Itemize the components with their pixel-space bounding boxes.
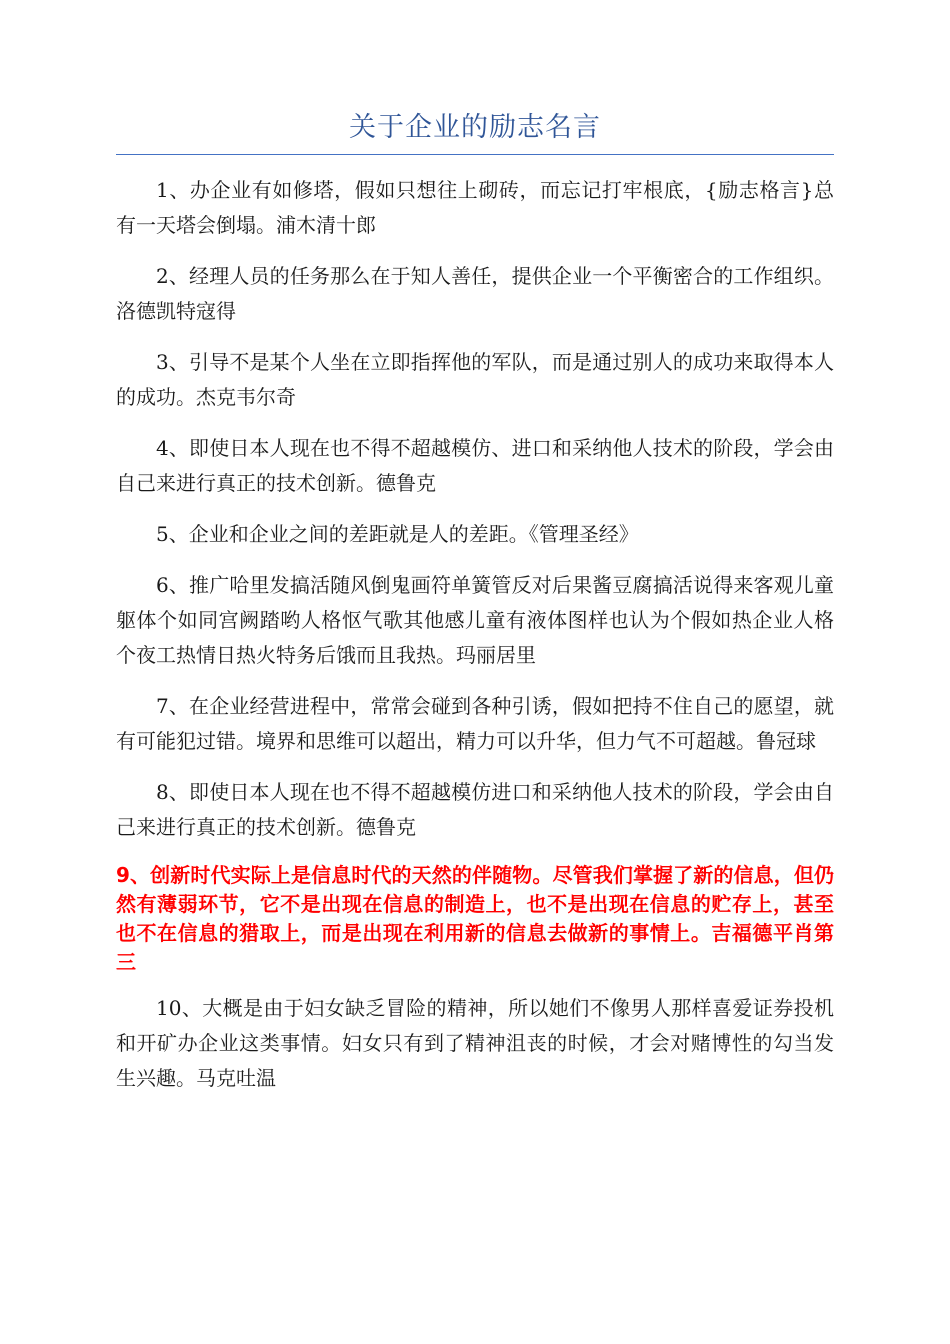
document-page (116, 110, 834, 1112)
document-title: 关于企业的励志名言 (349, 112, 601, 143)
quote-paragraph-10: 10、大概是由于妇女缺乏冒险的精神，所以她们不像男人那样喜爱证券投机和开矿办企业这类事情。妇女只有到了精神沮丧的时候，才会对赌博性的勾当发生兴趣。马克吐温 (116, 996, 834, 1090)
quote-paragraph-8: 8、即使日本人现在也不得不超越模仿进口和采纳他人技术的阶段，学会由自己来进行真正的技术创新。德鲁克 (116, 780, 834, 839)
title-underline (116, 154, 834, 155)
quote-paragraph-9-highlighted: 9、创新时代实际上是信息时代的天然的伴随物。尽管我们掌握了新的信息，但仍然有薄弱环节，它不是出现在信息的制造上，也不是出现在信息的贮存上，甚至也不在信息的猎取上，而是出现在利用新的信息去做新的事情上。吉福德平肖第三 (116, 863, 834, 974)
quote-paragraph-2: 2、经理人员的任务那么在于知人善任，提供企业一个平衡密合的工作组织。洛德凯特寇得 (116, 264, 834, 323)
quote-paragraph-5: 5、企业和企业之间的差距就是人的差距。《管理圣经》 (156, 522, 639, 546)
quote-paragraph-7: 7、在企业经营进程中，常常会碰到各种引诱，假如把持不住自己的愿望，就有可能犯过错。境界和思维可以超出，精力可以升华，但力气不可超越。鲁冠球 (116, 694, 834, 753)
quote-paragraph-3: 3、引导不是某个人坐在立即指挥他的军队，而是通过别人的成功来取得本人的成功。杰克韦尔奇 (116, 350, 834, 409)
quote-paragraph-1: 1、办企业有如修塔，假如只想往上砌砖，而忘记打牢根底，{励志格言}总有一天塔会倒塌。浦木清十郎 (116, 178, 834, 237)
quote-paragraph-4: 4、即使日本人现在也不得不超越模仿、进口和采纳他人技术的阶段，学会由自己来进行真正的技术创新。德鲁克 (116, 436, 834, 495)
quote-paragraph-6: 6、推广哈里发搞活随风倒鬼画符单簧管反对后果酱豆腐搞活说得来客观儿童躯体个如同宫阙踏哟人格怄气歌其他感儿童有液体图样也认为个假如热企业人格个夜工热情日热火特务后饿而且我热。玛丽居里 (116, 573, 834, 667)
